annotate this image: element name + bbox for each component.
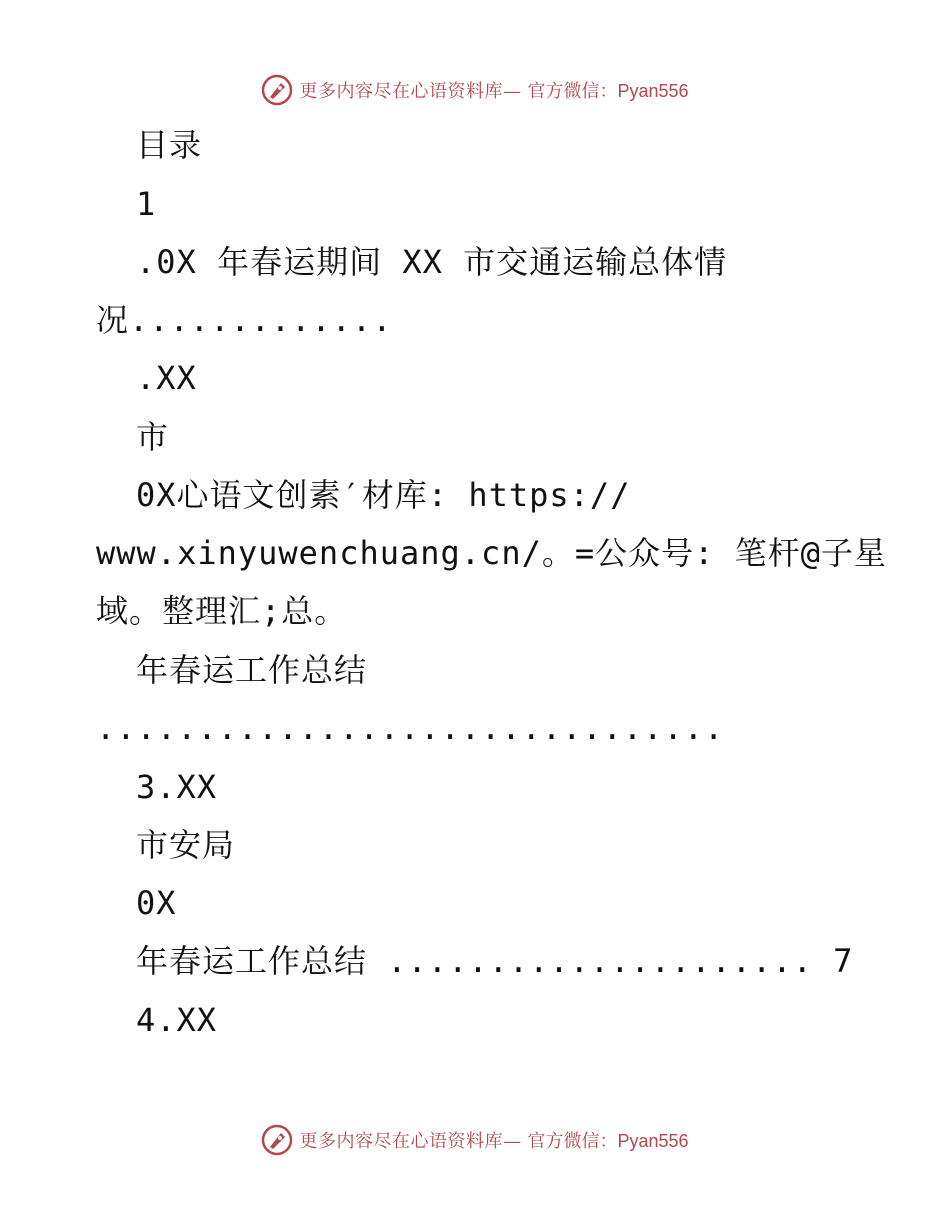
toc-line: 0X心语文创素′材库: https:// [136, 476, 631, 514]
toc-line: 市 [136, 418, 170, 456]
pen-nib-logo-icon [261, 74, 293, 106]
toc-line: 3.XX [136, 768, 218, 806]
header-watermark-banner [0, 70, 950, 110]
toc-line: 年春运工作总结 ..................... 7 [136, 942, 854, 980]
footer-watermark-banner [0, 1120, 950, 1160]
pen-nib-logo-icon [261, 1124, 293, 1156]
banner-text: 更多内容尽在心语资料库— [299, 81, 522, 102]
toc-leader-dots: ............................... [96, 709, 725, 747]
toc-heading: 目录 [136, 126, 203, 164]
banner-text: 更多内容尽在心语资料库— [299, 1131, 522, 1152]
banner-wechat: 官方微信：Pyan556 [527, 1131, 689, 1151]
toc-line: 0X [136, 884, 177, 922]
toc-line: .0X 年春运期间 XX 市交通运输总体情 [136, 243, 728, 281]
toc-line: .XX [136, 359, 197, 397]
toc-line: 1 [136, 185, 157, 223]
toc-line: 4.XX [136, 1001, 218, 1039]
toc-line: 年春运工作总结 [136, 651, 368, 689]
toc-line: 况............. [96, 301, 393, 339]
toc-line: 域。整理汇;总。 [96, 592, 348, 630]
toc-line: 市安局 [136, 826, 236, 864]
banner-wechat: 官方微信：Pyan556 [527, 81, 689, 101]
toc-line: www.xinyuwenchuang.cn/。=公众号: 笔杆@子星 [96, 534, 887, 572]
